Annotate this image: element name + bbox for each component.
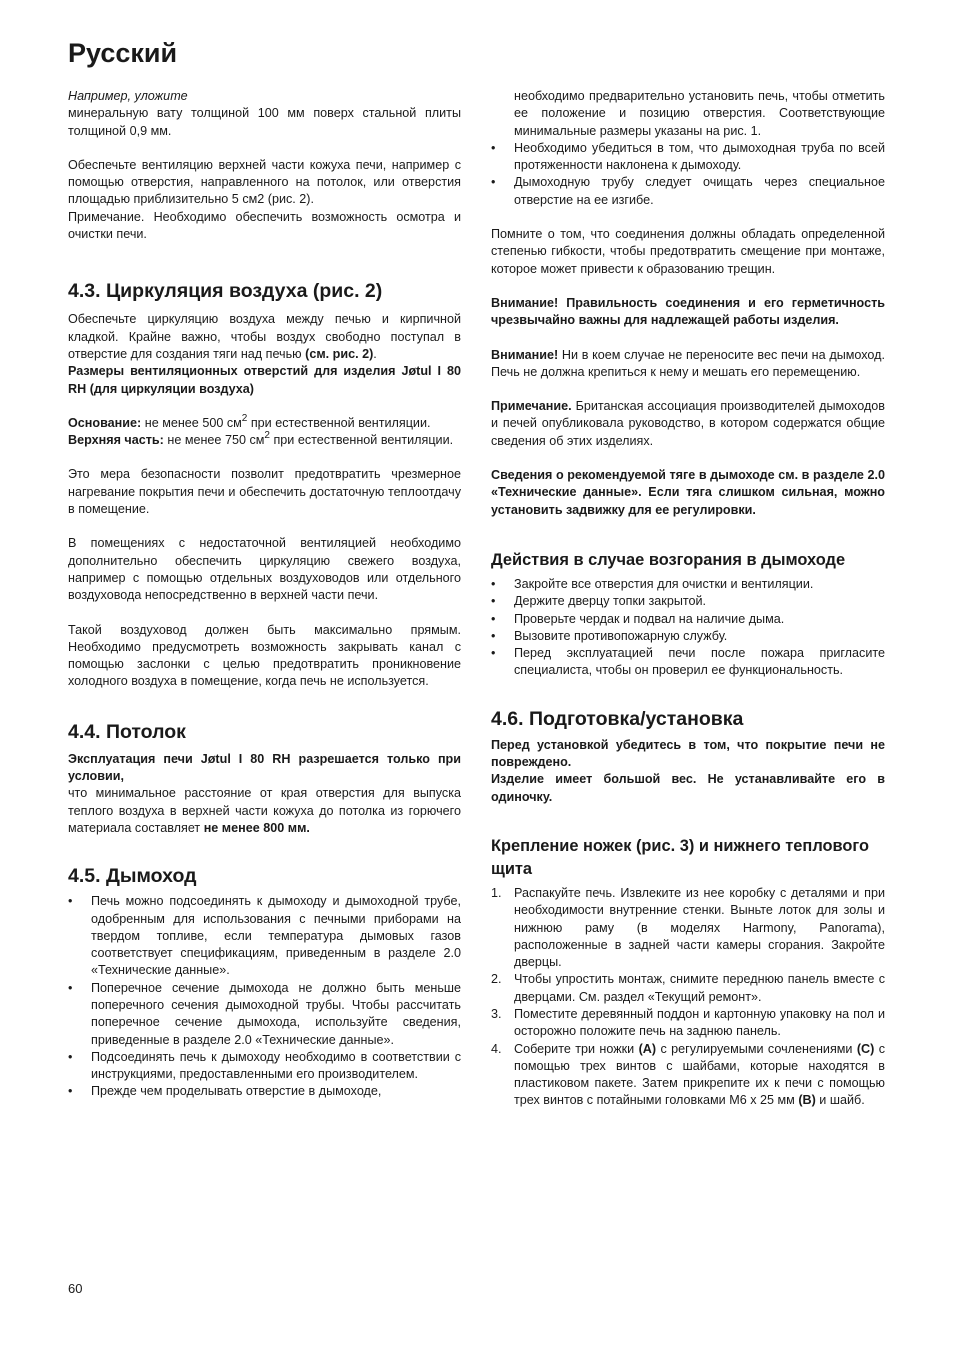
- step-number: 2.: [491, 972, 502, 987]
- page-title: Русский: [68, 38, 178, 68]
- list-item: • Подсоединять печь к дымоходу необходимо в соответствии с инструкциями, предоставленными его производителем.: [68, 1049, 461, 1084]
- section-4-3-heading: 4.3. Циркуляция воздуха (рис. 2): [68, 280, 383, 303]
- warning-weight: [491, 347, 885, 382]
- left-column: [68, 88, 461, 1101]
- sentence-end: .: [373, 346, 377, 361]
- ventilation-paragraph: Обеспечьте вентиляцию верхней части кожуха печи, например с помощью отверстия, направленного на потолок, или отверстия площадью приблизительно 5 см2 (рис. 2).: [68, 157, 461, 207]
- step-number: 3.: [491, 1006, 502, 1021]
- inspection-note: Примечание. Необходимо обеспечить возможность осмотра и очистки печи.: [68, 209, 461, 242]
- step-item: [491, 971, 885, 1006]
- legs-heading: Крепление ножек (рис. 3) и нижнего теплового щита: [491, 836, 870, 878]
- step-text: и шайб.: [815, 1093, 865, 1108]
- heavy-weight-warning: Изделие имеет большой вес. Не устанавливайте его в одиночку.: [491, 772, 885, 804]
- warning-label: Внимание!: [491, 347, 559, 362]
- chimney-fire-heading: Действия в случае возгорания в дымоходе: [491, 550, 846, 569]
- figure-reference: (см. рис. 2): [305, 346, 374, 361]
- top-superscript: 2: [264, 429, 270, 441]
- base-text-end: при естественной вентиляции.: [247, 415, 431, 430]
- step-text: Соберите три ножки: [514, 1041, 639, 1056]
- list-item: • Закройте все отверстия для очистки и вентиляции.: [491, 576, 885, 593]
- section-4-5-heading: 4.5. Дымоход: [68, 865, 197, 888]
- chimney-pipe-list: [491, 140, 885, 209]
- fresh-air-paragraph: В помещениях с недостаточной вентиляцией необходимо дополнительно обеспечить циркуляцию свежего воздуха, например с помощью отдельных воздуховодов или отдельного воздуховода непосредственно в верхней части печи.: [68, 536, 461, 603]
- intro-text: минеральную вату толщиной 100 мм поверх стальной плиты толщиной 0,9 мм.: [68, 106, 461, 138]
- section-4-6-heading: 4.6. Подготовка/установка: [491, 707, 744, 730]
- top-text: не менее 750 см: [163, 433, 265, 448]
- flexibility-paragraph: Помните о том, что соединения должны обладать определенной степенью гибкости, чтобы предотвратить смещение при монтаже, которое может привести к образованию трещин.: [491, 227, 885, 276]
- base-text: не менее 500 см: [141, 415, 242, 430]
- list-item: • Поперечное сечение дымохода не должно быть меньше поперечного сечения дымоходной трубы. Чтобы рассчитать поперечное сечение дымохода, используйте сведения, приведенные в разделе 2.0 «Технические данные».: [68, 980, 461, 1049]
- warning-text: Ни в коем случае не переносите вес печи на дымоход. Печь не должна крепиться к нему и мешать его перемещению.: [491, 347, 885, 379]
- chimney-fire-list: [491, 576, 885, 680]
- step-text: Поместите деревянный поддон и картонную упаковку на пол и осторожно положите печь на заднюю панель.: [514, 1006, 885, 1039]
- draft-info: Сведения о рекомендуемой тяге в дымоходе см. в разделе 2.0 «Технические данные». Если тяга слишком сильная, можно установить задвижку для ее регулировки.: [491, 468, 885, 517]
- top-label: Верхняя часть:: [68, 433, 164, 448]
- warning-connection: Внимание! Правильность соединения и его герметичность чрезвычайно важны для надлежащей работы изделия.: [491, 295, 885, 328]
- step-text: с помощью трех винтов с шайбами, которые находятся в пластиковом пакете. Затем прикрепите их к печи с помощью трех винтов с потайными головками М6 x 25 мм: [514, 1041, 886, 1108]
- list-item: • Вызовите противопожарную службу.: [491, 628, 885, 645]
- air-circulation-paragraph: [68, 311, 461, 363]
- step-number: 1.: [491, 885, 502, 900]
- step-number: 4.: [491, 1041, 502, 1056]
- base-label: Основание:: [68, 415, 142, 430]
- note-paragraph: [491, 398, 885, 450]
- intro-paragraph: [68, 88, 461, 140]
- ceiling-min-distance: не менее 800 мм.: [200, 820, 310, 835]
- part-ref-c: (C): [856, 1041, 875, 1056]
- base-superscript: 2: [241, 412, 248, 424]
- step-item: [491, 1006, 885, 1041]
- air-duct-paragraph: Такой воздуховод должен быть максимально прямым. Необходимо предусмотреть возможность закрывать канал с помощью заслонки с целью предотвратить проникновение холодного воздуха в помещение, когда печь не используется.: [68, 622, 461, 689]
- vent-sizes-heading: Размеры вентиляционных отверстий для изделия Jøtul I 80 RH (для циркуляции воздуха): [68, 364, 461, 396]
- air-circulation-text: Обеспечьте циркуляцию воздуха между печью и кирпичной кладкой. Крайне важно, чтобы воздух свободно поступал в отверстие для создания тяги над печью: [68, 312, 461, 361]
- top-text-end: при естественной вентиляции.: [269, 433, 454, 448]
- safety-paragraph: Это мера безопасности позволит предотвратить чрезмерное нагревание покрытия печи и обеспечить достаточную теплоотдачу в помещение.: [68, 467, 461, 517]
- right-column: [491, 88, 885, 1110]
- top-vent-line: [68, 429, 461, 449]
- chimney-list: [68, 893, 461, 1101]
- intro-italic: Например, уложите: [68, 89, 188, 103]
- step-text: с регулируемыми сочленениями: [656, 1041, 857, 1056]
- list-item: • Перед эксплуатацией печи после пожара пригласите специалиста, чтобы он проверил ее функциональность.: [491, 645, 885, 680]
- step-text: Чтобы упростить монтаж, снимите переднюю панель вместе с дверцами. См. раздел «Текущий ремонт».: [514, 972, 885, 1004]
- pre-install-check: Перед установкой убедитесь в том, что покрытие печи не повреждено.: [491, 737, 885, 770]
- chimney-continued-text: необходимо предварительно установить печь, чтобы отметить ее положение и позицию отверстия. Соответствующие минимальные размеры указаны на рис. 1.: [514, 89, 885, 138]
- step-item: [491, 885, 885, 971]
- list-item: • Необходимо убедиться в том, что дымоходная труба по всей протяженности наклонена к дымоходу.: [491, 140, 885, 175]
- step-text: Распакуйте печь. Извлеките из нее коробку с деталями и при необходимости внутренние стенки. Выньте лоток для золы и нижнюю раму (в моделях Harmony, Panorama), расположенные в задней части камеры сгорания. Закройте дверцы.: [514, 885, 885, 970]
- list-item: • Прежде чем проделывать отверстие в дымоходе,: [68, 1083, 461, 1100]
- part-ref-a: (A): [638, 1041, 657, 1056]
- step-item: [491, 1041, 885, 1110]
- ceiling-paragraph: [68, 785, 461, 837]
- list-item: • Держите дверцу топки закрытой.: [491, 593, 885, 610]
- list-item: • Проверьте чердак и подвал на наличие дыма.: [491, 611, 885, 628]
- note-label: Примечание.: [491, 399, 572, 414]
- assembly-steps: [491, 885, 885, 1110]
- page-number: 60: [68, 1281, 83, 1296]
- list-item: • Дымоходную трубу следует очищать через специальное отверстие на ее изгибе.: [491, 174, 885, 209]
- section-4-4-heading: 4.4. Потолок: [68, 720, 186, 743]
- ceiling-text: что минимальное расстояние от края отверстия для выпуска теплого воздуха в верхней части кожуха до потолка из горючего материала составляет: [68, 786, 461, 835]
- part-ref-b: (B): [798, 1093, 816, 1108]
- ceiling-bold-text: Эксплуатация печи Jøtul I 80 RH разрешается только при условии,: [68, 751, 461, 784]
- list-item: • Печь можно подсоединять к дымоходу и дымоходной трубе, одобренным для использования с печными приборами на твердом топливе, если температура дымовых газов соответствует спецификациям, приведенным в разделе 2.0 «Технические данные».: [68, 893, 461, 979]
- note-text: Британская ассоциация производителей дымоходов и печей опубликовала руководство, в котором содержатся общие сведения об этих изделиях.: [491, 399, 885, 448]
